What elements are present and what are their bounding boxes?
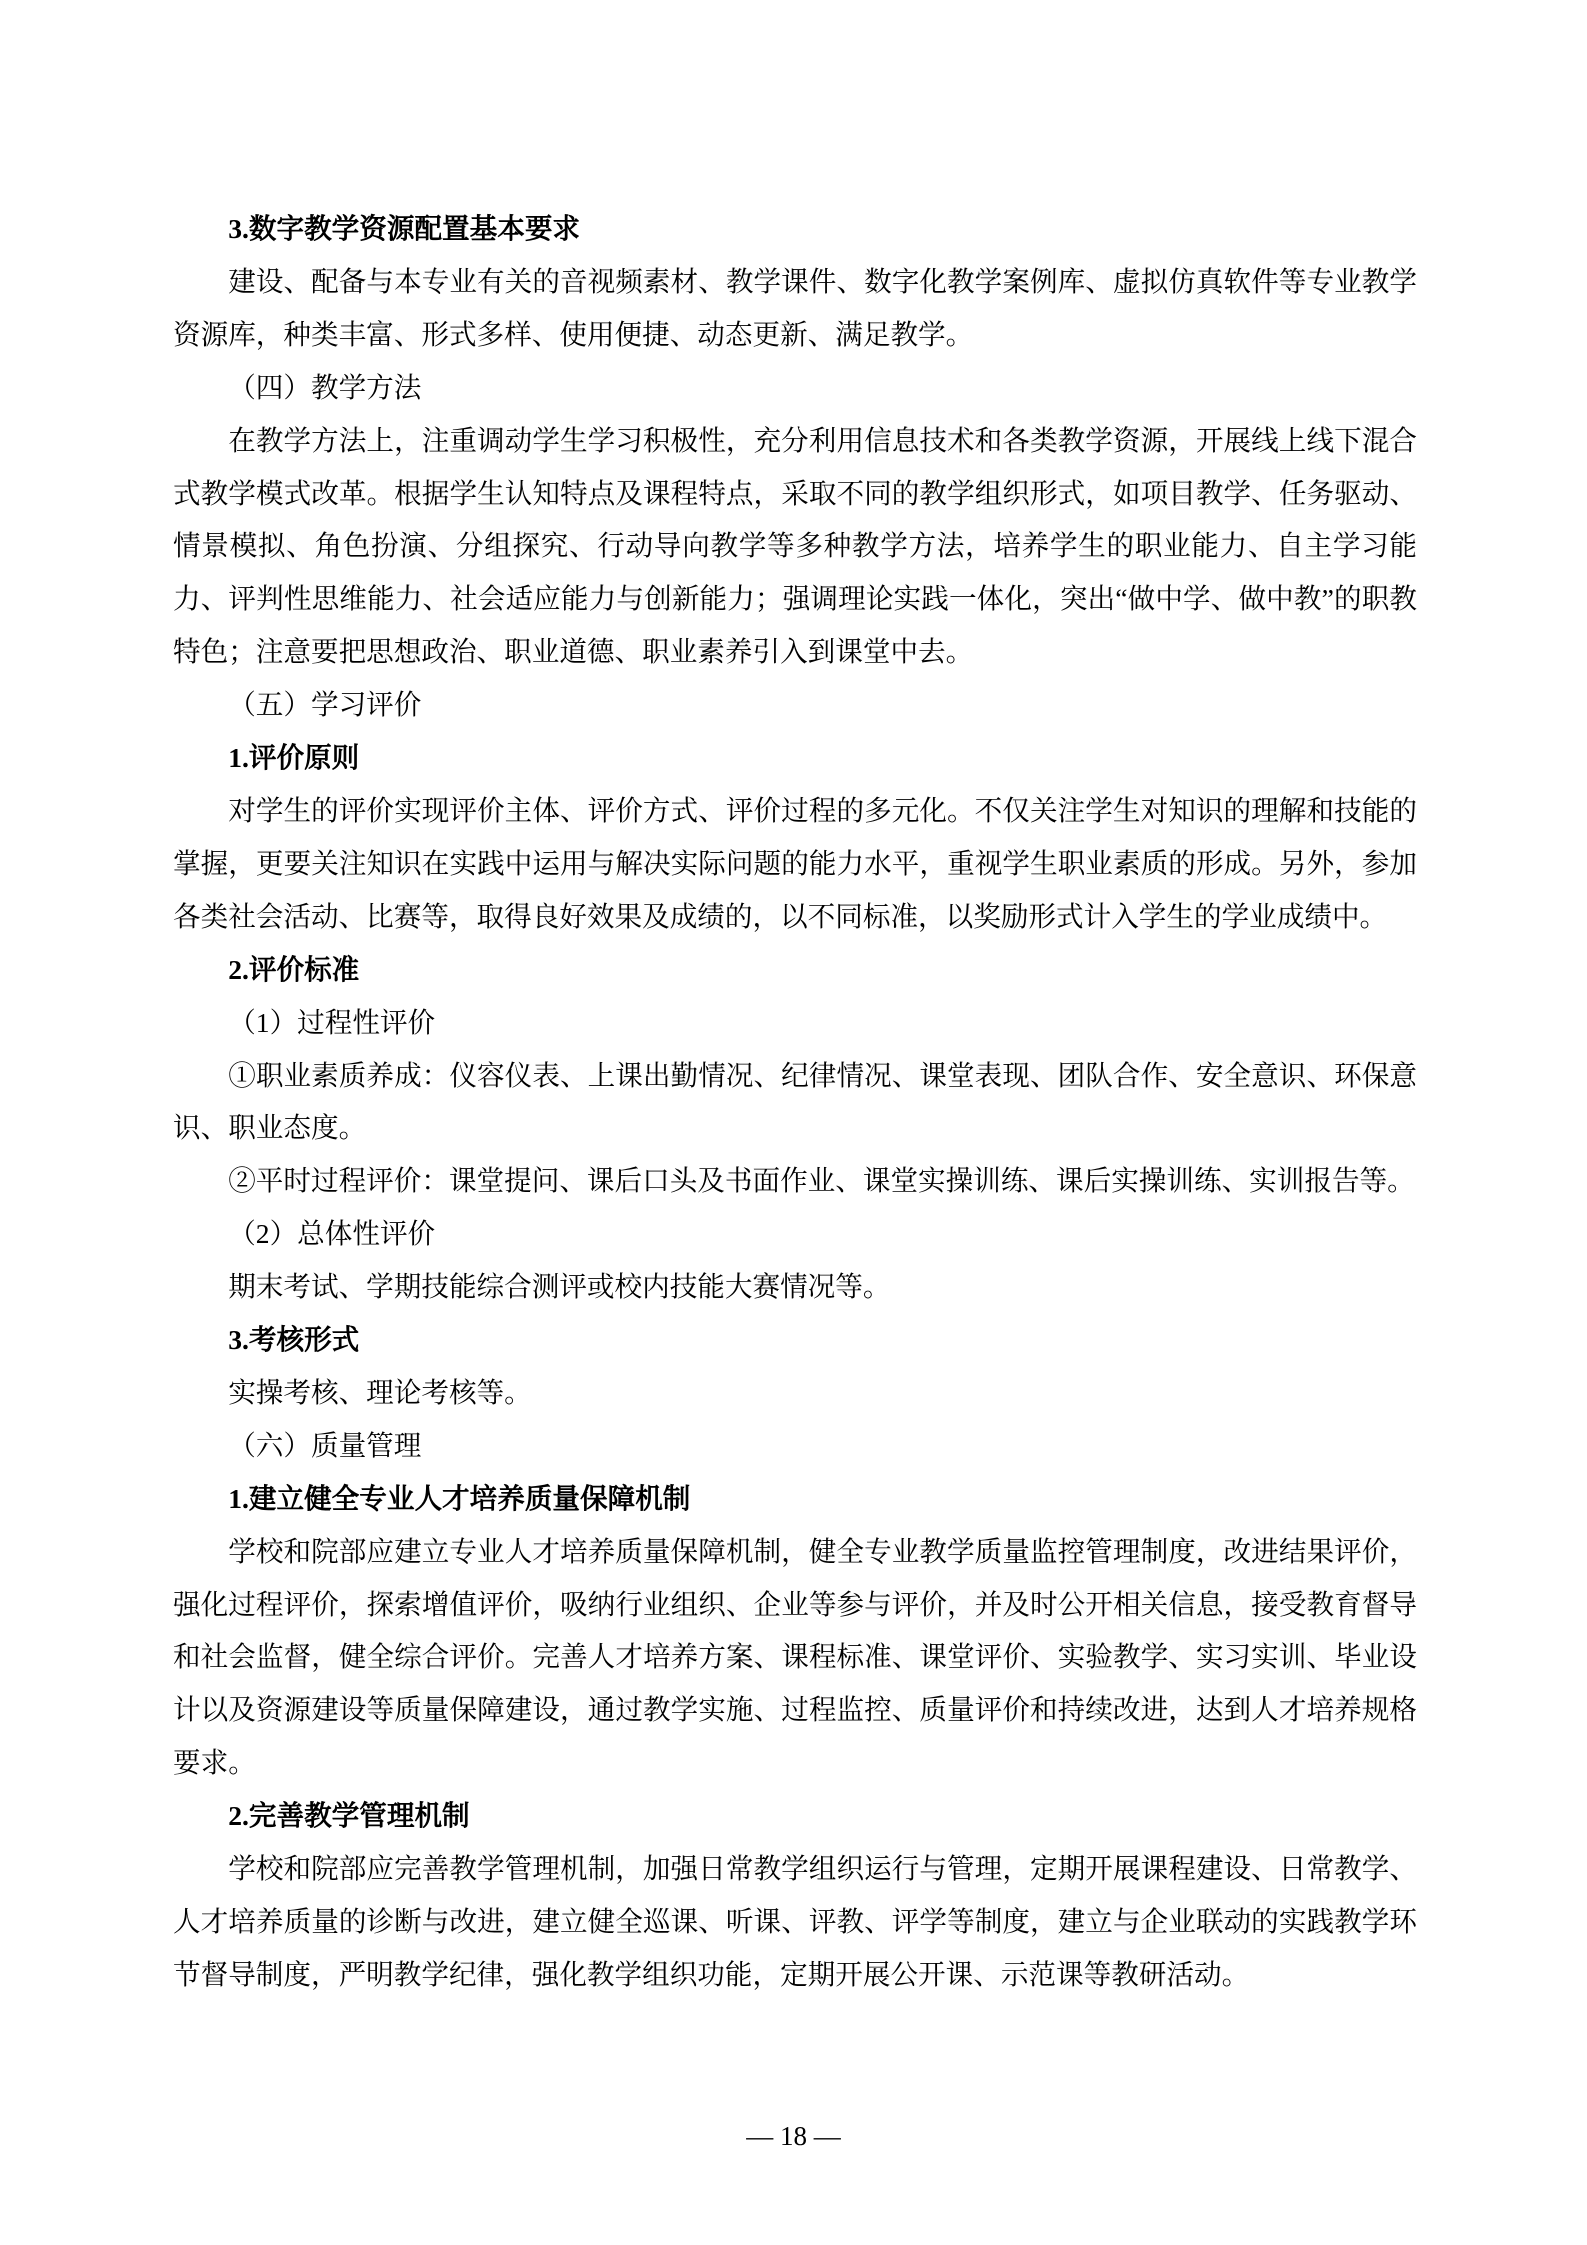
page-footer	[0, 2110, 1587, 2163]
page-number: — 18 —	[746, 2121, 841, 2151]
body-paragraph: ①职业素质养成：仪容仪表、上课出勤情况、纪律情况、课堂表现、团队合作、安全意识、环保意识、职业态度。	[173, 1059, 1417, 1144]
subsection-label: （六）质量管理	[228, 1429, 422, 1461]
subsection-label: （五）学习评价	[228, 689, 422, 721]
subsection-label: （2）总体性评价	[228, 1218, 436, 1250]
body-paragraph: 在教学方法上，注重调动学生学习积极性，充分利用信息技术和各类教学资源，开展线上线下混合式教学模式改革。根据学生认知特点及课程特点，采取不同的教学组织形式，如项目教学、任务驱动、情景模拟、角色扮演、分组探究、行动导向教学等多种教学方法，培养学生的职业能力、自主学习能力、评判性思维能力、社会适应能力与创新能力；强调理论实践一体化，突出“做中学、做中教”的职教特色；注意要把思想政治、职业道德、职业素养引入到课堂中去。	[173, 424, 1417, 668]
section-heading: 3.考核形式	[228, 1324, 360, 1356]
body-paragraph: 期末考试、学期技能综合测评或校内技能大赛情况等。	[228, 1271, 891, 1303]
section-heading: 1.建立健全专业人才培养质量保障机制	[228, 1482, 691, 1514]
subsection-label: （1）过程性评价	[228, 1006, 436, 1038]
subsection-label: （四）教学方法	[228, 371, 422, 403]
body-paragraph: 实操考核、理论考核等。	[228, 1376, 532, 1408]
body-paragraph: ②平时过程评价：课堂提问、课后口头及书面作业、课堂实操训练、课后实操训练、实训报告等。	[228, 1165, 1415, 1197]
section-heading: 3.数字教学资源配置基本要求	[228, 213, 581, 244]
body-paragraph: 学校和院部应建立专业人才培养质量保障机制，健全专业教学质量监控管理制度，改进结果评价，强化过程评价，探索增值评价，吸纳行业组织、企业等参与评价，并及时公开相关信息，接受教育督导和社会监督，健全综合评价。完善人才培养方案、课程标准、课堂评价、实验教学、实习实训、毕业设计以及资源建设等质量保障建设，通过教学实施、过程监控、质量评价和持续改进，达到人才培养规格要求。	[173, 1535, 1417, 1779]
document-body	[173, 203, 1417, 2002]
section-heading: 1.评价原则	[228, 742, 360, 774]
body-paragraph: 对学生的评价实现评价主体、评价方式、评价过程的多元化。不仅关注学生对知识的理解和技能的掌握，更要关注知识在实践中运用与解决实际问题的能力水平，重视学生职业素质的形成。另外，参加各类社会活动、比赛等，取得良好效果及成绩的，以不同标准，以奖励形式计入学生的学业成绩中。	[173, 794, 1417, 932]
section-heading: 2.完善教学管理机制	[228, 1800, 470, 1832]
body-paragraph: 建设、配备与本专业有关的音视频素材、教学课件、数字化教学案例库、虚拟仿真软件等专业教学资源库，种类丰富、形式多样、使用便捷、动态更新、满足教学。	[173, 265, 1417, 350]
section-heading: 2.评价标准	[228, 953, 360, 985]
body-paragraph: 学校和院部应完善教学管理机制，加强日常教学组织运行与管理，定期开展课程建设、日常教学、人才培养质量的诊断与改进，建立健全巡课、听课、评教、评学等制度，建立与企业联动的实践教学环节督导制度，严明教学纪律，强化教学组织功能，定期开展公开课、示范课等教研活动。	[173, 1853, 1417, 1990]
